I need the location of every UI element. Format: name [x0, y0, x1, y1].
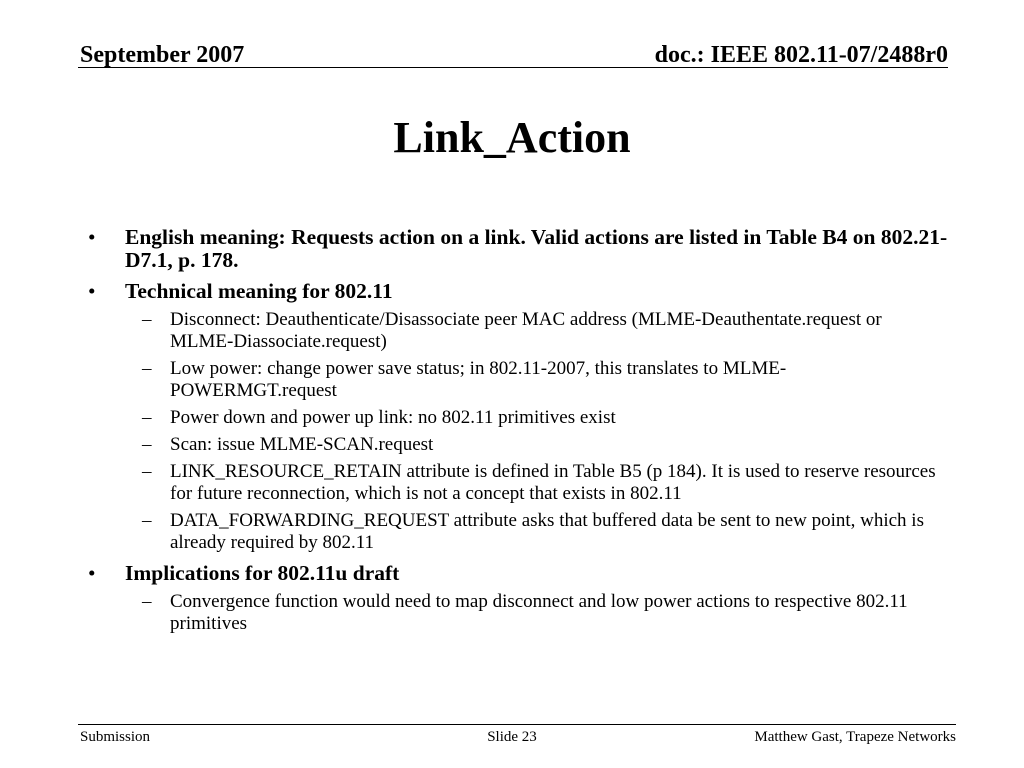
sub-bullet-item [142, 510, 940, 554]
footer-slide-number: Slide 23 [487, 729, 537, 745]
header-doc-id: doc.: IEEE 802.11-07/2488r0 [654, 42, 948, 68]
sub-bullet-text: Low power: change power save status; in 802.11-2007, this translates to MLME-POWERMGT.request [170, 358, 787, 401]
sub-bullet-text: Convergence function would need to map disconnect and low power actions to respective 802.11 primitives [170, 591, 908, 634]
dash-marker: – [142, 461, 152, 482]
dash-marker: – [142, 510, 152, 531]
sub-bullet-item [142, 309, 940, 353]
bullet-marker: • [88, 279, 96, 303]
sub-bullet-item [142, 591, 940, 635]
sub-bullet-text: DATA_FORWARDING_REQUEST attribute asks that buffered data be sent to new point, which is already required by 802.11 [170, 510, 924, 553]
dash-marker: – [142, 434, 152, 455]
header-date: September 2007 [80, 42, 245, 68]
footer-author: Matthew Gast, Trapeze Networks [754, 729, 956, 745]
sub-bullet-text: Disconnect: Deauthenticate/Disassociate peer MAC address (MLME-Deauthentate.request or MLME-Diassociate.request) [170, 309, 882, 352]
bullet-item [88, 226, 948, 272]
sub-bullet-list [88, 309, 948, 554]
header-divider [78, 67, 948, 68]
sub-bullet-list [88, 591, 948, 635]
footer-submission: Submission [80, 729, 151, 745]
dash-marker: – [142, 591, 152, 612]
bullet-item [88, 562, 948, 585]
sub-bullet-item [142, 434, 940, 456]
bullet-text: Implications for 802.11u draft [125, 561, 400, 585]
slide-body [88, 226, 948, 643]
slide-title: Link_Action [393, 113, 631, 162]
bullet-marker: • [88, 225, 96, 249]
bullet-marker: • [88, 561, 96, 585]
bullet-text: English meaning: Requests action on a link. Valid actions are listed in Table B4 on 802.21-D7.1, p. 178. [125, 225, 948, 272]
sub-bullet-text: Power down and power up link: no 802.11 primitives exist [170, 407, 616, 428]
dash-marker: – [142, 407, 152, 428]
sub-bullet-item [142, 461, 940, 505]
bullet-item [88, 280, 948, 303]
sub-bullet-text: Scan: issue MLME-SCAN.request [170, 434, 434, 455]
dash-marker: – [142, 358, 152, 379]
sub-bullet-item [142, 358, 940, 402]
footer-divider [78, 724, 956, 725]
bullet-text: Technical meaning for 802.11 [125, 279, 393, 303]
dash-marker: – [142, 309, 152, 330]
sub-bullet-item [142, 407, 940, 429]
sub-bullet-text: LINK_RESOURCE_RETAIN attribute is defined in Table B5 (p 184). It is used to reserve resources for future reconnection, which is not a concept that exists in 802.11 [170, 461, 936, 504]
